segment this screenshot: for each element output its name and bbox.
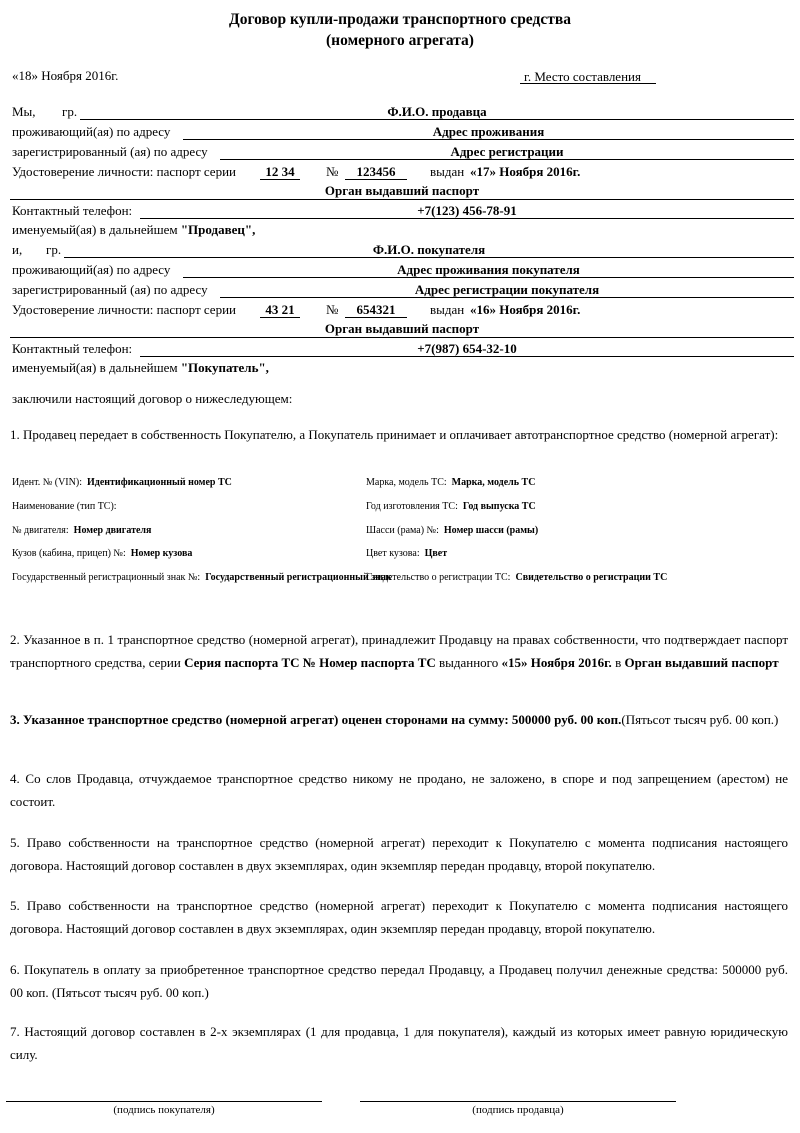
body-value: Номер кузова	[130, 548, 193, 559]
seller-signature-caption: (подпись продавца)	[472, 1104, 564, 1116]
buyer-issued-label: выдан	[430, 302, 465, 317]
buyer-id-label: Удостоверение личности: паспорт серии	[12, 302, 236, 317]
seller-issued-label: выдан	[430, 164, 465, 179]
engine-row: № двигателя: Номер двигателя	[12, 525, 152, 536]
buyer-gr-label: гр.	[46, 242, 62, 257]
buyer-phone: +7(987) 654-32-10	[417, 341, 517, 356]
buyer-residence-label: проживающий(ая) по адресу	[12, 262, 171, 277]
seller-gr-label: гр.	[62, 104, 78, 119]
buyer-name: Ф.И.О. покупателя	[372, 242, 486, 257]
clause-2: 2. Указанное в п. 1 транспортное средство (номерной агрегат), принадлежит Продавцу на правах собственности, что подтверждает паспорт транспортного средства, серии Серия паспорта ТС № Номер паспорта ТС выданного «15» Ноября 2016г. в Орган выдавший паспорт	[10, 632, 788, 670]
seller-registered: Адрес регистрации	[450, 144, 564, 159]
document-subtitle: (номерного агрегата)	[326, 32, 474, 49]
vin-value: Идентификационный номер ТС	[86, 477, 232, 488]
clause-5a: 5. Право собственности на транспортное средство (номерной агрегат) переходит к Покупателю с момента подписания настоящего договора. Настоящий договор составлен в двух экземплярах, один экземпляр передан продавцу, второй покупателю.	[10, 835, 788, 873]
seller-issued-date: «17» Ноября 2016г.	[470, 164, 581, 179]
year-value: Год выпуска ТС	[462, 501, 536, 512]
concluded-text: заключили настоящий договор о нижеследующем:	[12, 391, 293, 406]
buyer-passport-series: 43 21	[265, 302, 295, 317]
buyer-issued-date: «16» Ноября 2016г.	[470, 302, 581, 317]
buyer-authority-line	[10, 337, 794, 338]
buyer-passport-authority: Орган выдавший паспорт	[324, 321, 480, 336]
clause-6: 6. Покупатель в оплату за приобретенное транспортное средство передал Продавцу, а Продавец получил денежные средства: 500000 руб. 00 коп. (Пятьсот тысяч руб. 00 коп.)	[10, 962, 788, 1000]
buyer-phone-label: Контактный телефон:	[12, 341, 133, 356]
seller-passport-number: 123456	[356, 164, 396, 179]
seller-residence-label: проживающий(ая) по адресу	[12, 124, 171, 139]
buyer-hereinafter: именуемый(ая) в дальнейшем "Покупатель",	[12, 360, 269, 375]
vehicle-name-row: Наименование (тип ТС):	[12, 501, 117, 512]
buyer-registered: Адрес регистрации покупателя	[414, 282, 600, 297]
year-row: Год изготовления ТС: Год выпуска ТС	[366, 501, 536, 512]
we-label: Мы,	[12, 104, 36, 119]
plate-row: Государственный регистрационный знак №: Государственный регистрационный знак	[12, 572, 392, 583]
cert-row: Свидетельство о регистрации ТС: Свидетельство о регистрации ТС	[366, 572, 668, 583]
seller-name: Ф.И.О. продавца	[387, 104, 487, 119]
clause-3: 3. Указанное транспортное средство (номерной агрегат) оценен сторонами на сумму: 500000 руб. 00 коп.(Пятьсот тысяч руб. 00 коп.)	[10, 712, 779, 727]
seller-residence: Адрес проживания	[432, 124, 545, 139]
seller-authority-line	[10, 199, 794, 200]
seller-passport-series: 12 34	[265, 164, 295, 179]
color-row: Цвет кузова: Цвет	[366, 548, 448, 559]
make-row: Марка, модель ТС: Марка, модель ТС	[366, 477, 536, 488]
make-value: Марка, модель ТС	[451, 477, 536, 488]
seller-phone: +7(123) 456-78-91	[417, 203, 517, 218]
contract-place: г. Место составления	[524, 69, 641, 84]
seller-signature-line	[360, 1101, 676, 1102]
body-row: Кузов (кабина, прицеп) №: Номер кузова	[12, 548, 193, 559]
buyer-passport-number: 654321	[356, 302, 396, 317]
buyer-signature-caption: (подпись покупателя)	[113, 1104, 215, 1116]
seller-phone-label: Контактный телефон:	[12, 203, 133, 218]
buyer-signature-line	[6, 1101, 322, 1102]
clause-7: 7. Настоящий договор составлен в 2-х экземплярах (1 для продавца, 1 для покупателя), каждый из которых имеет равную юридическую силу.	[10, 1024, 788, 1062]
cert-value: Свидетельство о регистрации ТС	[515, 572, 668, 583]
engine-value: Номер двигателя	[73, 525, 152, 536]
chassis-row: Шасси (рама) №: Номер шасси (рамы)	[366, 525, 539, 536]
document-title: Договор купли-продажи транспортного средства	[229, 11, 571, 28]
vin-row: Идент. № (VIN): Идентификационный номер ТС	[12, 477, 232, 488]
buyer-no-label: №	[326, 302, 339, 317]
plate-value: Государственный регистрационный знак	[205, 572, 392, 583]
clause-1: 1. Продавец передает в собственность Покупателю, а Покупатель принимает и оплачивает автотранспортное средство (номерной агрегат):	[10, 427, 779, 442]
seller-passport-authority: Орган выдавший паспорт	[324, 183, 480, 198]
chassis-value: Номер шасси (рамы)	[443, 525, 539, 536]
buyer-residence: Адрес проживания покупателя	[397, 262, 580, 277]
and-label: и,	[12, 242, 23, 257]
seller-registered-label: зарегистрированный (ая) по адресу	[12, 144, 208, 159]
contract-date: «18» Ноября 2016г.	[12, 68, 119, 83]
clause-4: 4. Со слов Продавца, отчуждаемое транспортное средство никому не продано, не заложено, в споре и под запрещением (арестом) не состоит.	[10, 771, 788, 809]
clause-5b: 5. Право собственности на транспортное средство (номерной агрегат) переходит к Покупателю с момента подписания настоящего договора. Настоящий договор составлен в двух экземплярах, один экземпляр передан продавцу, второй покупателю.	[10, 898, 788, 936]
seller-no-label: №	[326, 164, 339, 179]
color-value: Цвет	[424, 548, 448, 559]
seller-id-label: Удостоверение личности: паспорт серии	[12, 164, 236, 179]
seller-hereinafter: именуемый(ая) в дальнейшем "Продавец",	[12, 222, 256, 237]
buyer-registered-label: зарегистрированный (ая) по адресу	[12, 282, 208, 297]
